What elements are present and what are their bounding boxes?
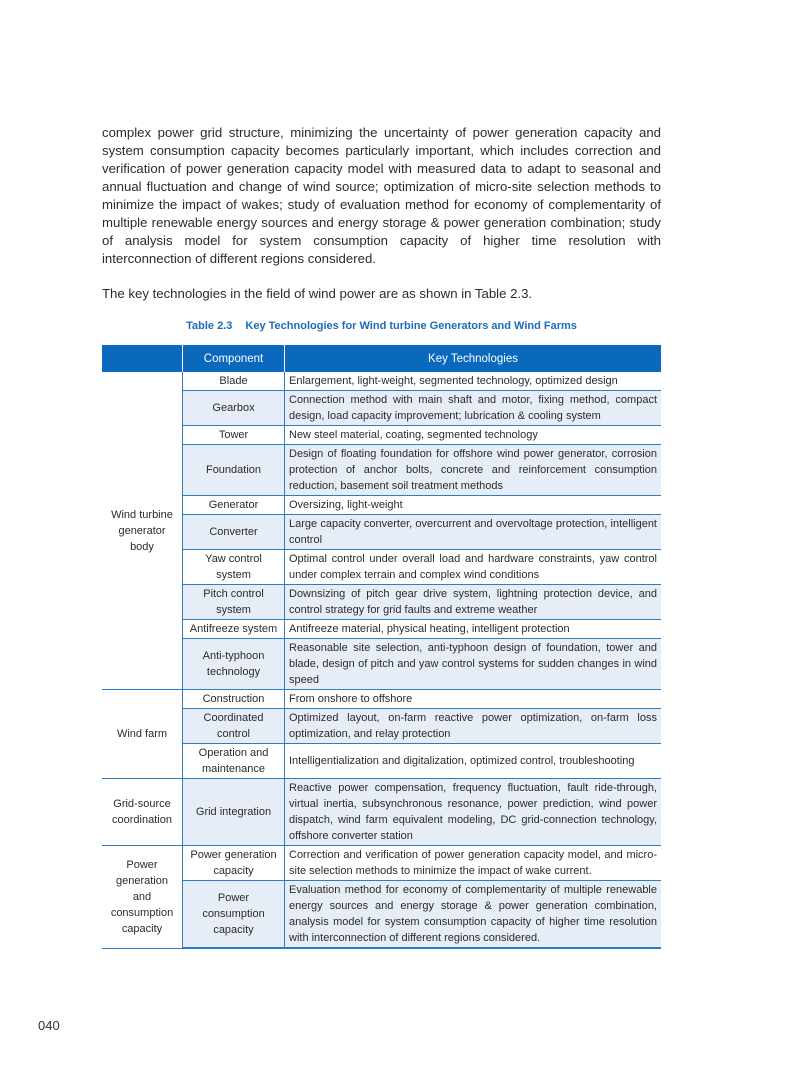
tech-cell: Intelligentialization and digitalization, optimized control, troubleshooting xyxy=(285,744,662,779)
table-row xyxy=(102,779,661,846)
body-paragraph-1: complex power grid structure, minimizing the uncertainty of power generation capacity and system consumption capacity becomes particularly important, which includes correction and verification of power generation capacity model with measured data to adapt to seasonal and annual fluctuation and change of wind source; optimization of micro-site selection methods to minimize the impact of wakes; study of evaluation method for economy of complementarity of multiple renewable energy sources and energy storage & power generation combination; study of analysis model for system consumption capacity of higher time resolution with interconnection of different regions considered. xyxy=(102,125,661,267)
header-category xyxy=(102,345,183,372)
tech-cell: Optimal control under overall load and hardware constraints, yaw control under complex terrain and complex wind conditions xyxy=(285,550,662,585)
table-caption xyxy=(102,320,661,332)
table-header-row xyxy=(102,345,661,372)
table-row xyxy=(102,496,661,515)
tech-cell: Enlargement, light-weight, segmented technology, optimized design xyxy=(285,372,662,391)
header-component: Component xyxy=(183,345,285,372)
category-grid-source-coordination: Grid-source coordination xyxy=(102,779,183,846)
tech-cell: Reactive power compensation, frequency fluctuation, fault ride-through, virtual inertia, subsynchronous resonance, power prediction, wind power dispatch, wind farm equivalent modeling, DC grid-connection technology, offshore converter station xyxy=(285,779,662,846)
table-row xyxy=(102,550,661,585)
component-cell: Anti-typhoon technology xyxy=(183,639,285,690)
component-cell: Pitch control system xyxy=(183,585,285,620)
category-power-generation-consumption: Power generation and consumption capacity xyxy=(102,846,183,949)
tech-cell: Optimized layout, on-farm reactive power optimization, on-farm loss optimization, and relay protection xyxy=(285,709,662,744)
tech-cell: Downsizing of pitch gear drive system, lightning protection device, and control strategy for grid faults and extreme weather xyxy=(285,585,662,620)
table-row xyxy=(102,426,661,445)
tech-cell: From onshore to offshore xyxy=(285,690,662,709)
component-cell: Gearbox xyxy=(183,391,285,426)
table-row xyxy=(102,445,661,496)
table-row xyxy=(102,372,661,391)
tech-cell: Correction and verification of power generation capacity model, and micro-site selection methods to minimize the impact of wake current. xyxy=(285,846,662,881)
body-paragraph-2: The key technologies in the field of wind power are as shown in Table 2.3. xyxy=(102,286,533,302)
component-cell: Generator xyxy=(183,496,285,515)
tech-cell: Design of floating foundation for offshore wind power generator, corrosion protection of anchor bolts, concrete and reinforcement consumption reduction, basement soil treatment methods xyxy=(285,445,662,496)
table-caption-number: Table 2.3 xyxy=(186,320,233,332)
tech-cell: Large capacity converter, overcurrent and overvoltage protection, intelligent control xyxy=(285,515,662,550)
table-row xyxy=(102,744,661,779)
component-cell: Coordinated control xyxy=(183,709,285,744)
tech-cell: Oversizing, light-weight xyxy=(285,496,662,515)
category-wind-turbine-generator-body: Wind turbine generator body xyxy=(102,372,183,690)
table-caption-title: Key Technologies for Wind turbine Generators and Wind Farms xyxy=(245,320,577,332)
component-cell: Antifreeze system xyxy=(183,620,285,639)
table-row xyxy=(102,881,661,949)
category-wind-farm: Wind farm xyxy=(102,690,183,779)
tech-cell: Connection method with main shaft and motor, fixing method, compact design, load capacity improvement; lubrication & cooling system xyxy=(285,391,662,426)
tech-cell: Reasonable site selection, anti-typhoon design of foundation, tower and blade, design of pitch and yaw control systems for sudden changes in wind speed xyxy=(285,639,662,690)
tech-cell: Antifreeze material, physical heating, intelligent protection xyxy=(285,620,662,639)
component-cell: Power generation capacity xyxy=(183,846,285,881)
table-row xyxy=(102,846,661,881)
table-row xyxy=(102,709,661,744)
tech-cell: New steel material, coating, segmented technology xyxy=(285,426,662,445)
table-row xyxy=(102,515,661,550)
component-cell: Converter xyxy=(183,515,285,550)
tech-cell: Evaluation method for economy of complementarity of multiple renewable energy sources and energy storage & power generation combination, analysis model for system consumption capacity of higher time resolution with interconnection of different regions considered. xyxy=(285,881,662,949)
table-row xyxy=(102,585,661,620)
component-cell: Yaw control system xyxy=(183,550,285,585)
component-cell: Grid integration xyxy=(183,779,285,846)
component-cell: Tower xyxy=(183,426,285,445)
component-cell: Power consumption capacity xyxy=(183,881,285,949)
component-cell: Operation and maintenance xyxy=(183,744,285,779)
key-technologies-table xyxy=(102,345,661,949)
header-key-technologies: Key Technologies xyxy=(285,345,662,372)
table-row xyxy=(102,690,661,709)
component-cell: Foundation xyxy=(183,445,285,496)
component-cell: Blade xyxy=(183,372,285,391)
page-number: 040 xyxy=(38,1018,60,1033)
table-row xyxy=(102,639,661,690)
table-row xyxy=(102,620,661,639)
table-row xyxy=(102,391,661,426)
component-cell: Construction xyxy=(183,690,285,709)
